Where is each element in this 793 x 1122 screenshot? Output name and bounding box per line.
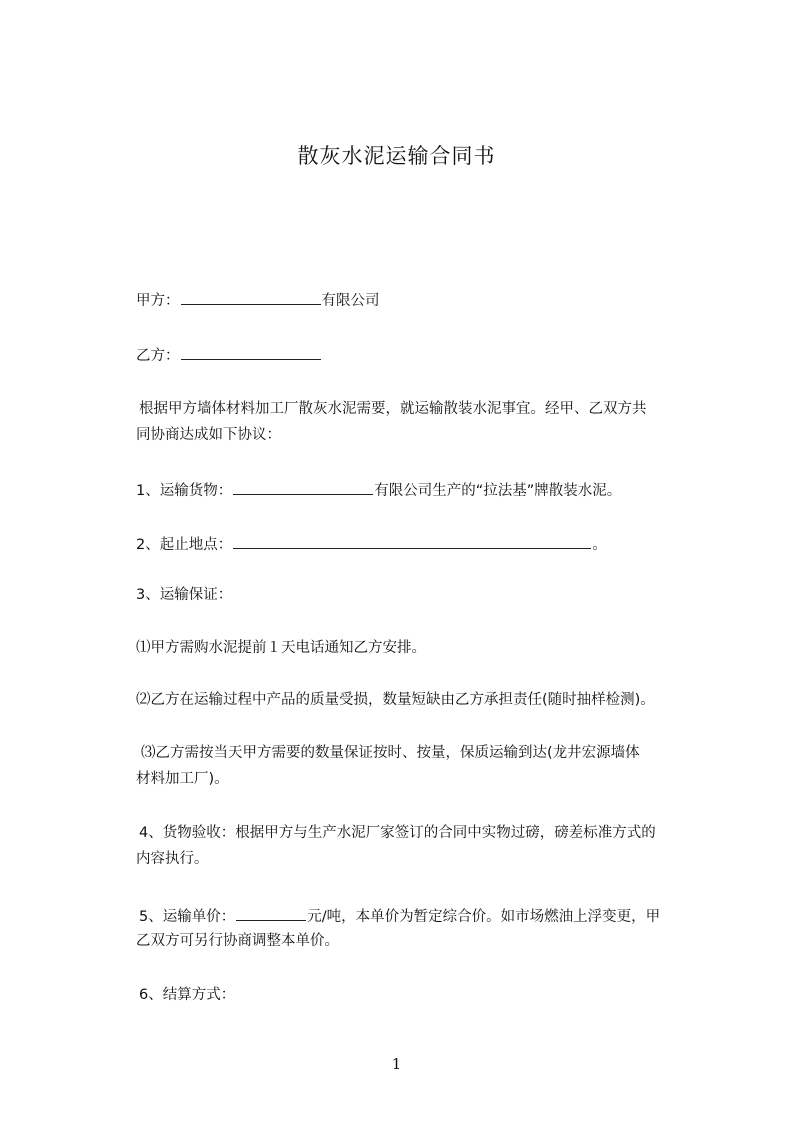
clause-1-blank[interactable]: [233, 478, 373, 495]
clause-3-sub-1: ⑴甲方需购水泥提前１天电话通知乙方安排。: [136, 640, 426, 656]
party-a-blank[interactable]: [181, 288, 321, 305]
clause-4-line-1: 4、货物验收：根据甲方与生产水泥厂家签订的合同中实物过磅，磅差标准方式的: [139, 825, 656, 841]
clause-2-line: [136, 532, 607, 556]
clause-3-sub-3-line-2: 材料加工厂)。: [136, 771, 229, 787]
party-b-line: [136, 343, 322, 367]
clause-3-sub-2: ⑵乙方在运输过程中产品的质量受损，数量短缺由乙方承担责任(随时抽样检测)。: [136, 692, 655, 708]
clause-5-line-1: [139, 904, 660, 928]
party-a-label: 甲方：: [136, 293, 180, 309]
clause-1-line: [136, 478, 621, 502]
clause-5-line-2: 乙双方可另行协商调整本单价。: [136, 933, 339, 949]
party-b-label: 乙方：: [136, 348, 180, 364]
document-title: 散灰水泥运输合同书: [297, 144, 496, 168]
party-a-suffix: 有限公司: [321, 293, 380, 309]
clause-2-suffix: 。: [592, 537, 607, 553]
clause-2-blank[interactable]: [233, 532, 591, 549]
clause-6-label: 6、结算方式：: [139, 987, 236, 1003]
page-number: 1: [391, 1055, 402, 1073]
clause-2-label: 2、起止地点：: [136, 537, 233, 553]
party-b-blank[interactable]: [181, 343, 321, 360]
intro-line-2: 同协商达成如下协议：: [136, 427, 281, 443]
clause-3-sub-3-line-1: ⑶乙方需按当天甲方需要的数量保证按时、按量，保质运输到达(龙井宏源墙体: [141, 745, 640, 761]
clause-5-suffix: 元/吨，本单价为暂定综合价。如市场燃油上浮变更，甲: [307, 909, 661, 925]
clause-5-label: 5、运输单价：: [139, 909, 236, 925]
clause-1-label: 1、运输货物：: [136, 483, 233, 499]
clause-3-label: 3、运输保证：: [136, 587, 233, 603]
clause-5-price-blank[interactable]: [236, 904, 306, 921]
intro-line-1: 根据甲方墙体材料加工厂散灰水泥需要，就运输散装水泥事宜。经甲、乙双方共: [139, 401, 647, 417]
clause-1-suffix: 有限公司生产的“拉法基”牌散装水泥。: [374, 483, 622, 499]
clause-4-line-2: 内容执行。: [136, 851, 209, 867]
party-a-line: [136, 288, 380, 312]
